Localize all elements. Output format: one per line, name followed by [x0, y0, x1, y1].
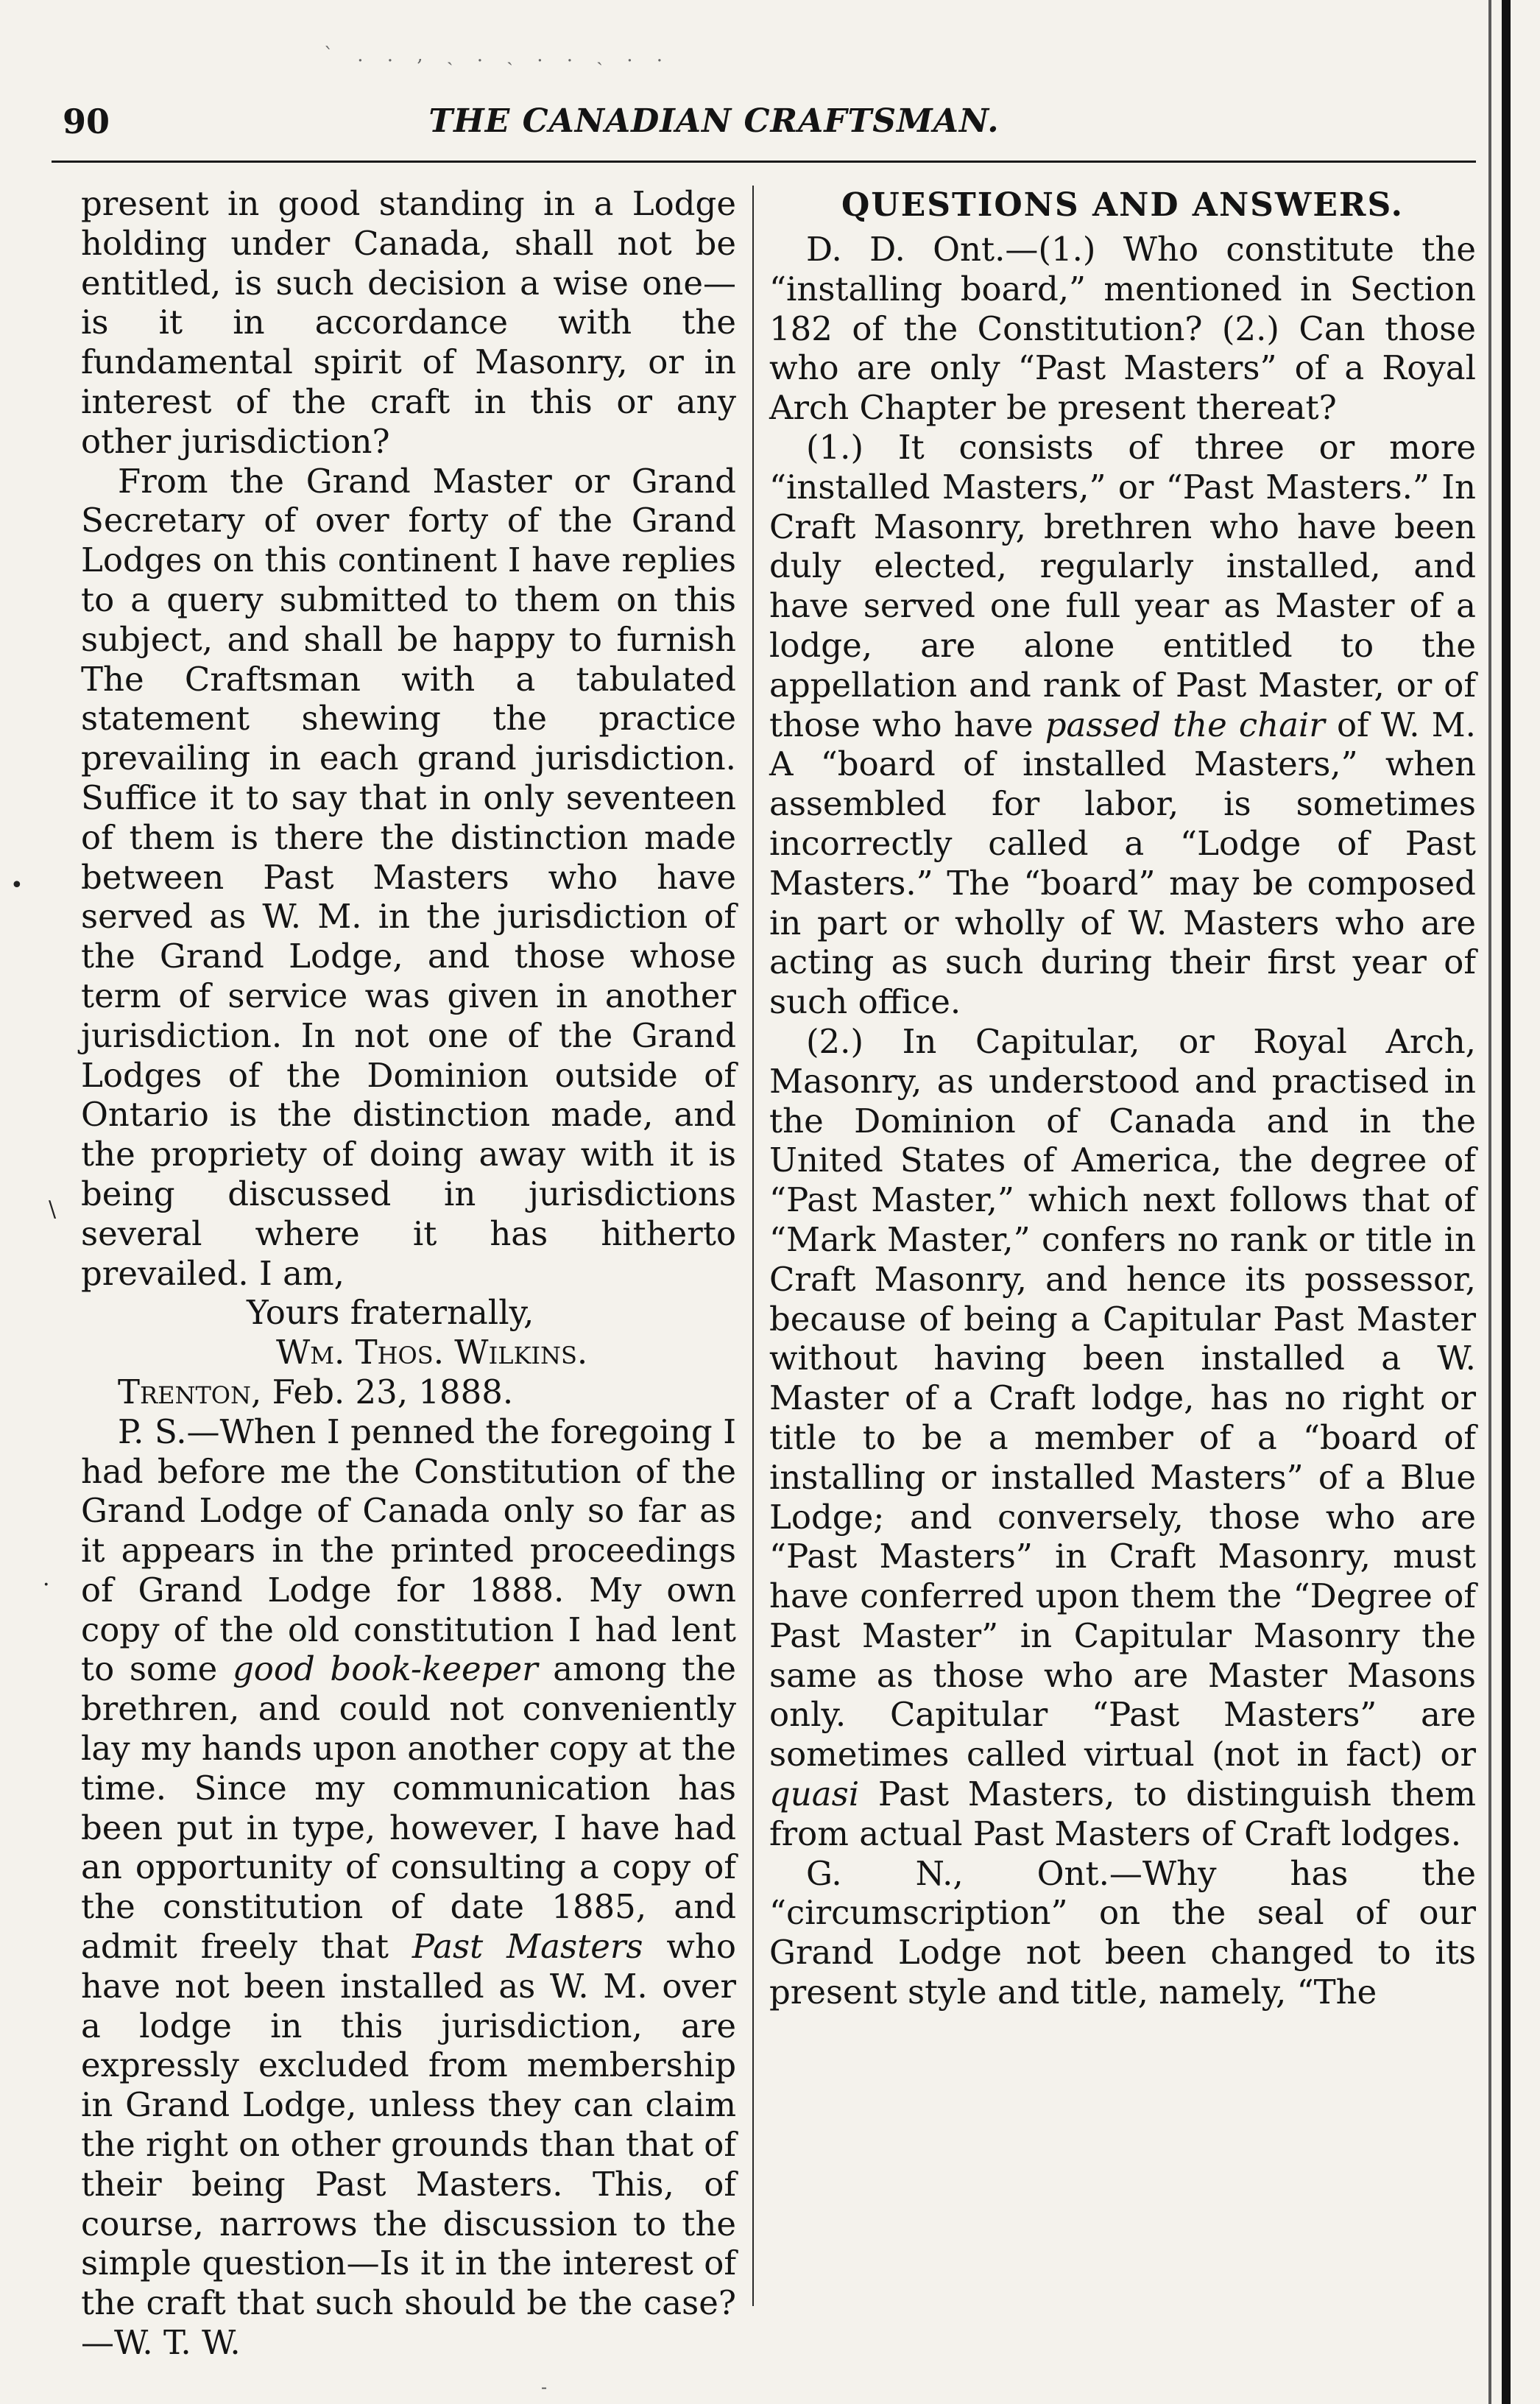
header-rule [52, 161, 1476, 163]
postscript-italic: good book-keeper [232, 1649, 538, 1689]
signature: Wm. Thos. Wilkins. [276, 1333, 588, 1372]
letter-paragraph: present in good standing in a Lodge holding under Canada, shall not be entitled, is such decision a wise one—is it in accordance with the fundamental spirit of Masonry, or in interest of the craft in this or any other jurisdiction? [81, 184, 736, 461]
column-divider [752, 186, 754, 2306]
dateline-place: Trenton, [118, 1372, 262, 1411]
closing-salutation: Yours fraternally, [247, 1293, 534, 1333]
bottom-print-mark: - [541, 2377, 548, 2397]
postscript-text: among the brethren, and could not conveniently lay my hands upon another copy at the time. Since my communication has been put in type, however, I have had an opportunity of consulting a copy of the constitution of date 1885, and admit freely that [81, 1649, 736, 1967]
postscript-text: P. S.—When I penned the foregoing I had before me the Constitution of the Grand Lodge of Canada only so far as it appears in the printed proceedings of Grand Lodge for 1888. My own copy of the old constitution I had lent to some [81, 1411, 736, 1689]
left-column [81, 184, 736, 2363]
answer-text: Past Masters, to distinguish them from actual Past Masters of Craft lodges. [769, 1774, 1476, 1853]
answer-italic: passed the chair [1045, 705, 1325, 744]
page-edge-line [1488, 0, 1491, 2404]
question-paragraph: G. N., Ont.—Why has the “circumscription” on the seal of our Grand Lodge not been changed to its present style and title, namely, “The [769, 1853, 1476, 2012]
margin-dot: · [43, 1572, 50, 1598]
margin-tick: \ [49, 1196, 57, 1222]
margin-dot: • [10, 873, 24, 898]
dateline-date: Feb. 23, 1888. [272, 1372, 514, 1411]
letter-paragraph: From the Grand Master or Grand Secretary of over forty of the Grand Lodges on this continent I have replies to a query submitted to them on this subject, and shall be happy to furnish The Craftsman with a tabulated statement shewing the practice prevailing in each grand jurisdiction. Suffice it to say that in only seventeen of them is there the distinction made between Past Masters who have served as W. M. in the jurisdiction of the Grand Lodge, and those whose term of service was given in another jurisdiction. In not one of the Grand Lodges of the Dominion outside of Ontario is the distinction made, and the propriety of doing away with it is being discussed in jurisdictions several where it has hitherto prevailed. I am, [81, 461, 736, 1293]
answer-italic: quasi [769, 1774, 860, 1814]
page-number: 90 [63, 102, 110, 141]
answer-paragraph [769, 1022, 1476, 1854]
answer-text: (1.) It consists of three or more “installed Masters,” or “Past Masters.” In Craft Masonry, brethren who have been duly elected, regularly installed, and have served one full year as Master of a lodge, are alone entitled to the appellation and rank of Past Master, or of those who have [769, 427, 1476, 744]
right-column [769, 184, 1476, 2012]
answer-paragraph [769, 428, 1476, 1022]
running-header [63, 99, 1366, 144]
postscript-italic: Past Masters [412, 1927, 643, 1967]
answer-text: (2.) In Capitular, or Royal Arch, Masonry, as understood and practised in the Dominion of Canada and in the United States of America, the degree of “Past Master,” which next follows that of “Mark Master,” confers no rank or title in Craft Masonry, and hence its possessor, because of being a Capitular Past Master without having been installed a W. Master of a Craft lodge, has no right or title to be a member of a “board of installing or installed Masters” of a Blue Lodge; and conversely, those who are “Past Masters” in Craft Masonry, must have conferred upon them the “Degree of Past Master” in Capitular Masonry the same as those who are Master Masons only. Capitular “Past Masters” are sometimes called virtual (not in fact) or [769, 1021, 1476, 1774]
top-print-marks: ` . . , ˏ . ˎ . . ˏ . . [324, 44, 672, 66]
postscript-text: who have not been installed as W. M. over a lodge in this jurisdiction, are expressly excluded from membership in Grand Lodge, unless they can claim the right on other grounds than that of their being Past Masters. This, of course, narrows the discussion to the simple question—Is it in the interest of the craft that such should be the case?—W. T. W. [81, 1927, 736, 2363]
postscript [81, 1412, 736, 2363]
answer-text: of W. M. A “board of installed Masters,” when assembled for labor, is sometimes incorrectly called a “Lodge of Past Masters.” The “board” may be composed in part or wholly of W. Masters who are acting as such during their first year of such office. [769, 705, 1476, 1022]
journal-title: THE CANADIAN CRAFTSMAN. [428, 102, 1000, 140]
dateline [81, 1372, 736, 1412]
question-paragraph: D. D. Ont.—(1.) Who constitute the “installing board,” mentioned in Section 182 of the Constitution? (2.) Can those who are only “Past Masters” of a Royal Arch Chapter be present thereat? [769, 230, 1476, 428]
section-heading: QUESTIONS AND ANSWERS. [841, 186, 1404, 224]
page-binding-edge [1502, 0, 1511, 2404]
